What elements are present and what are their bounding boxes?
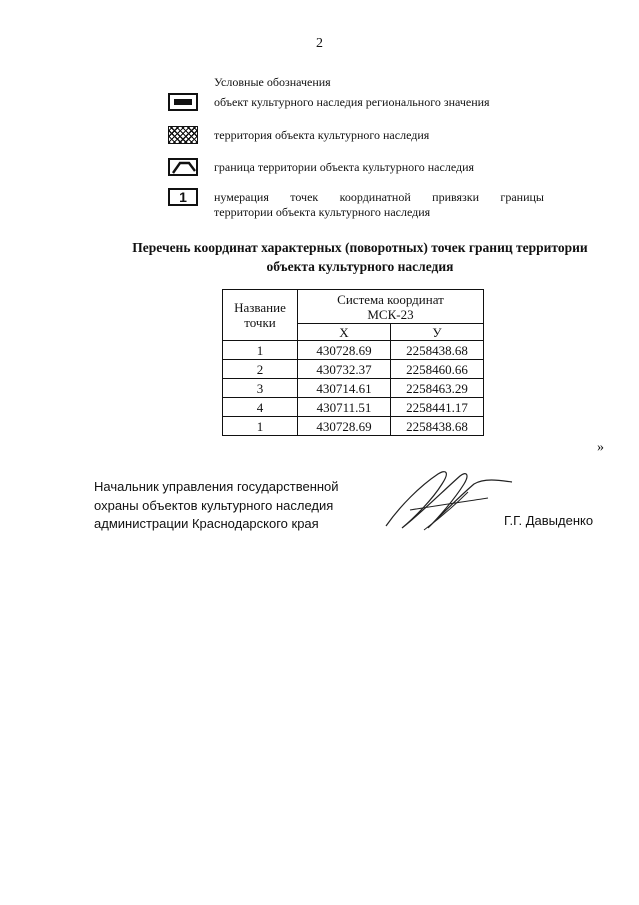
table-row [223, 379, 484, 398]
col-header-line: Название [234, 300, 286, 315]
cell-point: 1 [223, 417, 298, 436]
coordinates-heading [60, 238, 639, 276]
cell-point: 2 [223, 360, 298, 379]
table-row [223, 398, 484, 417]
hatched-square-icon [168, 126, 198, 144]
cell-point: 1 [223, 341, 298, 360]
table-row [223, 341, 484, 360]
legend-item-label [214, 190, 544, 220]
cell-y: 2258441.17 [391, 398, 484, 417]
col-header-line: МСК-23 [367, 306, 414, 322]
signatory-name: Г.Г. Давыденко [504, 513, 594, 528]
legend-item-label: объект культурного наследия регионального значения [214, 95, 490, 109]
cell-point: 3 [223, 379, 298, 398]
col-header-point-name [223, 290, 298, 341]
legend-item-label: территория объекта культурного наследия [214, 128, 430, 142]
boundary-line-icon [168, 158, 198, 176]
cell-x: 430728.69 [298, 341, 391, 360]
table-row [223, 360, 484, 379]
legend-item-label-line1: нумерация точек координатной привязки границы [214, 190, 544, 204]
col-header-coordinate-system [298, 290, 484, 324]
signatory-title-line: администрации Краснодарского края [94, 516, 319, 531]
cell-y: 2258463.29 [391, 379, 484, 398]
cell-x: 430732.37 [298, 360, 391, 379]
boundary-line-shape [170, 160, 196, 174]
signatory-title [94, 478, 339, 534]
number-box-icon: 1 [168, 188, 198, 206]
page-number: 2 [316, 36, 323, 51]
cell-x: 430714.61 [298, 379, 391, 398]
cell-x: 430728.69 [298, 417, 391, 436]
col-header-line: Система координат [337, 291, 444, 307]
coordinates-table [222, 289, 484, 436]
col-header-x: X [298, 324, 391, 341]
table-row [223, 417, 484, 436]
legend-item-label-line2: территории объекта культурного наследия [214, 205, 431, 219]
legend-title: Условные обозначения [214, 75, 331, 89]
legend-item-label: граница территории объекта культурного наследия [214, 160, 475, 174]
signatory-title-line: Начальник управления государственной [94, 479, 339, 494]
cell-y: 2258438.68 [391, 341, 484, 360]
cell-y: 2258460.66 [391, 360, 484, 379]
cell-x: 430711.51 [298, 398, 391, 417]
cell-y: 2258438.68 [391, 417, 484, 436]
handwritten-signature [380, 466, 515, 536]
heading-line1: Перечень координат характерных (поворотных) точек границ территории [132, 240, 588, 255]
closing-quote: » [597, 440, 604, 455]
filled-rectangle-icon [168, 93, 198, 111]
col-header-y: У [391, 324, 484, 341]
heading-line2: объекта культурного наследия [266, 259, 454, 274]
signatory-title-line: охраны объектов культурного наследия [94, 497, 334, 513]
cell-point: 4 [223, 398, 298, 417]
col-header-line: точки [244, 315, 276, 330]
